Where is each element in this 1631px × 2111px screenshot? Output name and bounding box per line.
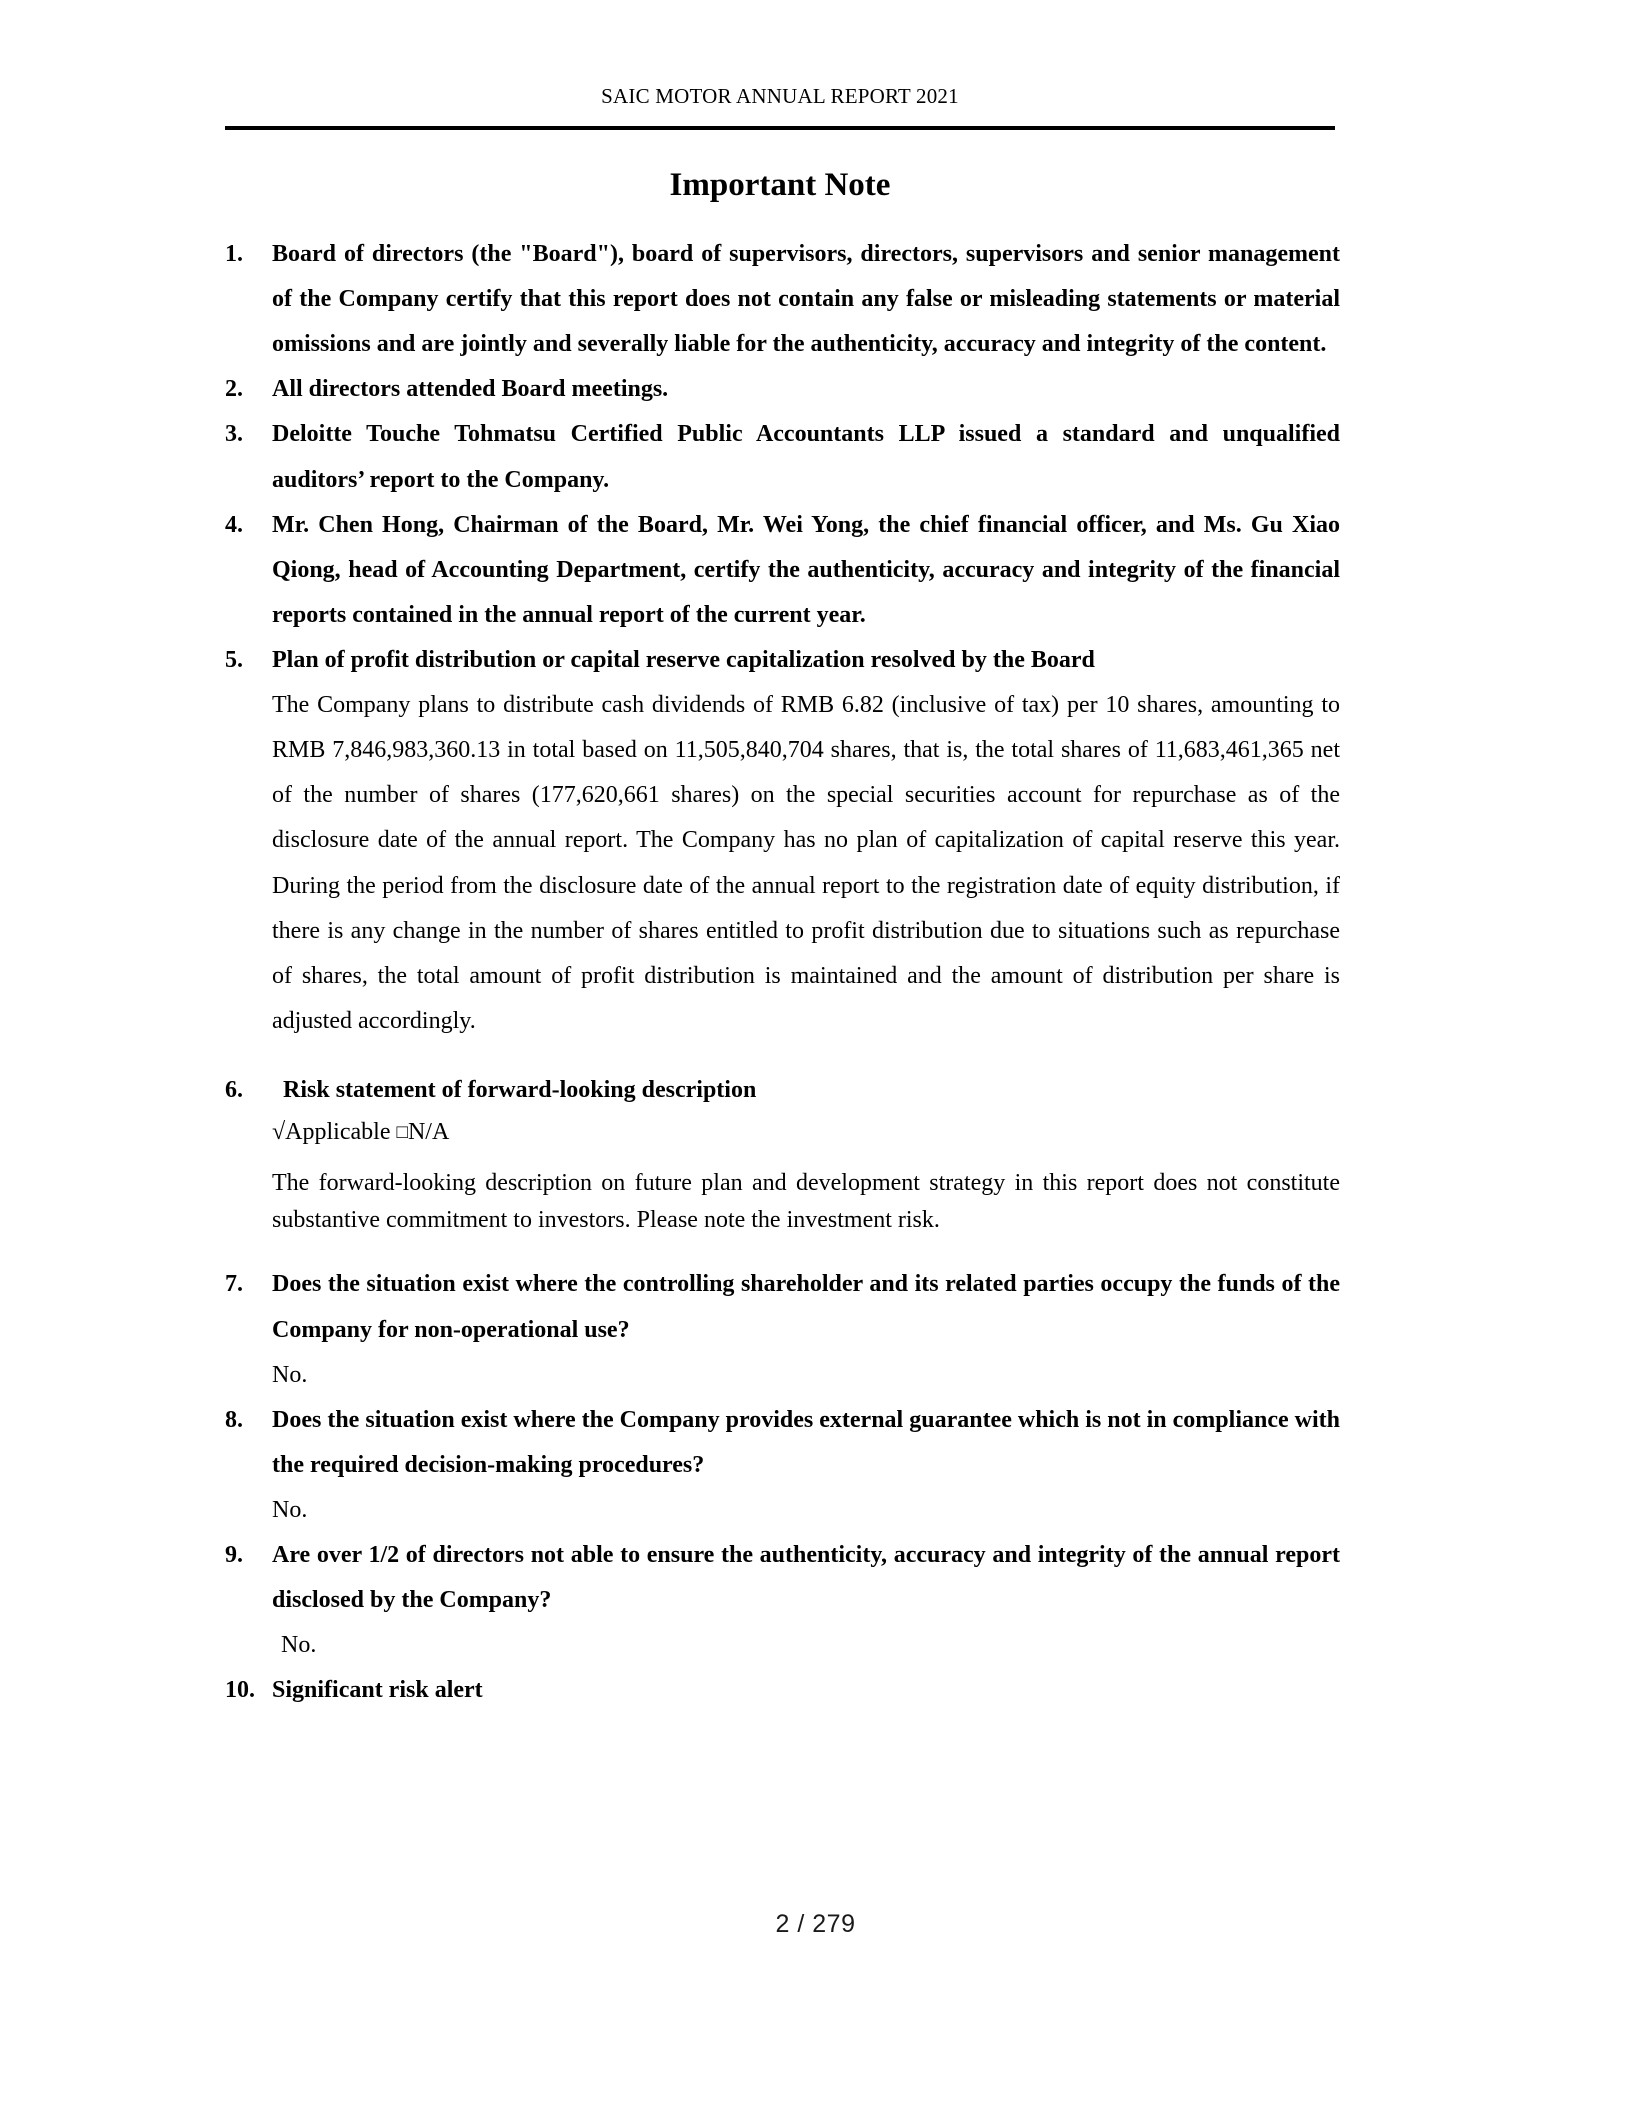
applicability-line bbox=[272, 1113, 1340, 1151]
item-number: 3. bbox=[225, 421, 243, 448]
applicable-label: Applicable bbox=[285, 1119, 391, 1146]
item-number: 2. bbox=[225, 376, 243, 403]
item-question: Are over 1/2 of directors not able to ensure the authenticity, accuracy and integrity of the annual report disclosed by the Company? bbox=[272, 1542, 1340, 1614]
item-answer: No. bbox=[281, 1632, 317, 1659]
note-item-2 bbox=[225, 367, 1340, 412]
item-body bbox=[272, 232, 1340, 367]
item-question: All directors attended Board meetings. bbox=[272, 376, 669, 403]
item-number: 1. bbox=[225, 241, 243, 267]
item-body bbox=[272, 503, 1340, 638]
item-number: 5. bbox=[225, 646, 243, 673]
item-paragraph: The Company plans to distribute cash dividends of RMB 6.82 (inclusive of tax) per 10 shares, amounting to RMB 7,846,983,360.13 in total based on 11,505,840,704 shares, that is, the total shares of 11,683,461,365 net of the number of shares (177,620,661 shares) on the special securities account for repurchase as of the disclosure date of the annual report. The Company has no plan of capitalization of capital reserve this year. During the period from the disclosure date of the annual report to the registration date of equity distribution, if there is any change in the number of shares entitled to profit distribution due to situations such as repurchase of shares, the total amount of profit distribution is maintained and the amount of distribution per share is adjusted accordingly. bbox=[272, 692, 1340, 1034]
item-question: Deloitte Touche Tohmatsu Certified Public Accountants LLP issued a standard and unqualified auditors’ report to the Company. bbox=[272, 421, 1340, 493]
item-body bbox=[272, 638, 1340, 1044]
item-number: 4. bbox=[225, 511, 243, 538]
item-paragraph: The forward-looking description on future plan and development strategy in this report does not constitute substantive commitment to investors. Please note the investment risk. bbox=[272, 1170, 1340, 1233]
item-number: 7. bbox=[225, 1271, 243, 1298]
item-heading: Risk statement of forward-looking description bbox=[283, 1076, 757, 1103]
item-body bbox=[272, 412, 1340, 502]
item-body bbox=[272, 1068, 1340, 1238]
note-item-8 bbox=[225, 1398, 1340, 1533]
item-heading: Significant risk alert bbox=[272, 1677, 483, 1704]
note-item-1 bbox=[225, 232, 1340, 367]
item-heading: Plan of profit distribution or capital reserve capitalization resolved by the Board bbox=[272, 646, 1095, 673]
check-mark-icon: √ bbox=[272, 1119, 286, 1146]
item-body bbox=[272, 1668, 1340, 1713]
item-number: 6. bbox=[225, 1076, 243, 1103]
empty-checkbox-icon: □ bbox=[396, 1122, 408, 1144]
item-answer: No. bbox=[272, 1496, 308, 1523]
item-question: Mr. Chen Hong, Chairman of the Board, Mr. Wei Yong, the chief financial officer, and Ms. Gu Xiao Qiong, head of Accounting Department, certify the authenticity, accuracy and integrity of the financial reports contained in the annual report of the current year. bbox=[272, 511, 1340, 628]
note-item-7 bbox=[225, 1262, 1340, 1397]
na-label: N/A bbox=[407, 1119, 450, 1146]
note-item-4 bbox=[225, 503, 1340, 638]
item-body bbox=[272, 1262, 1340, 1397]
item-body bbox=[272, 1398, 1340, 1533]
page-indicator: 2 / 279 bbox=[775, 1910, 856, 1938]
item-body bbox=[272, 1533, 1340, 1668]
note-item-9 bbox=[225, 1533, 1340, 1668]
item-number: 9. bbox=[225, 1542, 243, 1569]
document-body bbox=[225, 232, 1340, 1714]
item-number: 10. bbox=[225, 1677, 255, 1704]
note-item-3 bbox=[225, 412, 1340, 502]
note-item-5 bbox=[225, 638, 1340, 1044]
header-rule bbox=[225, 126, 1335, 130]
note-item-10 bbox=[225, 1668, 1340, 1713]
page-title: Important Note bbox=[669, 167, 891, 203]
item-question: Does the situation exist where the controlling shareholder and its related parties occupy the funds of the Company for non-operational use? bbox=[272, 1271, 1340, 1343]
item-answer: No. bbox=[272, 1361, 308, 1388]
item-question: Does the situation exist where the Company provides external guarantee which is not in compliance with the required decision-making procedures? bbox=[272, 1406, 1340, 1478]
note-item-6 bbox=[225, 1068, 1340, 1238]
item-question: Board of directors (the "Board"), board of supervisors, directors, supervisors and senior management of the Company certify that this report does not contain any false or misleading statements or material omissions and are jointly and severally liable for the authenticity, accuracy and integrity of the content. bbox=[272, 241, 1340, 358]
running-header: SAIC MOTOR ANNUAL REPORT 2021 bbox=[601, 84, 959, 108]
item-number: 8. bbox=[225, 1406, 243, 1433]
item-body bbox=[272, 367, 1340, 412]
